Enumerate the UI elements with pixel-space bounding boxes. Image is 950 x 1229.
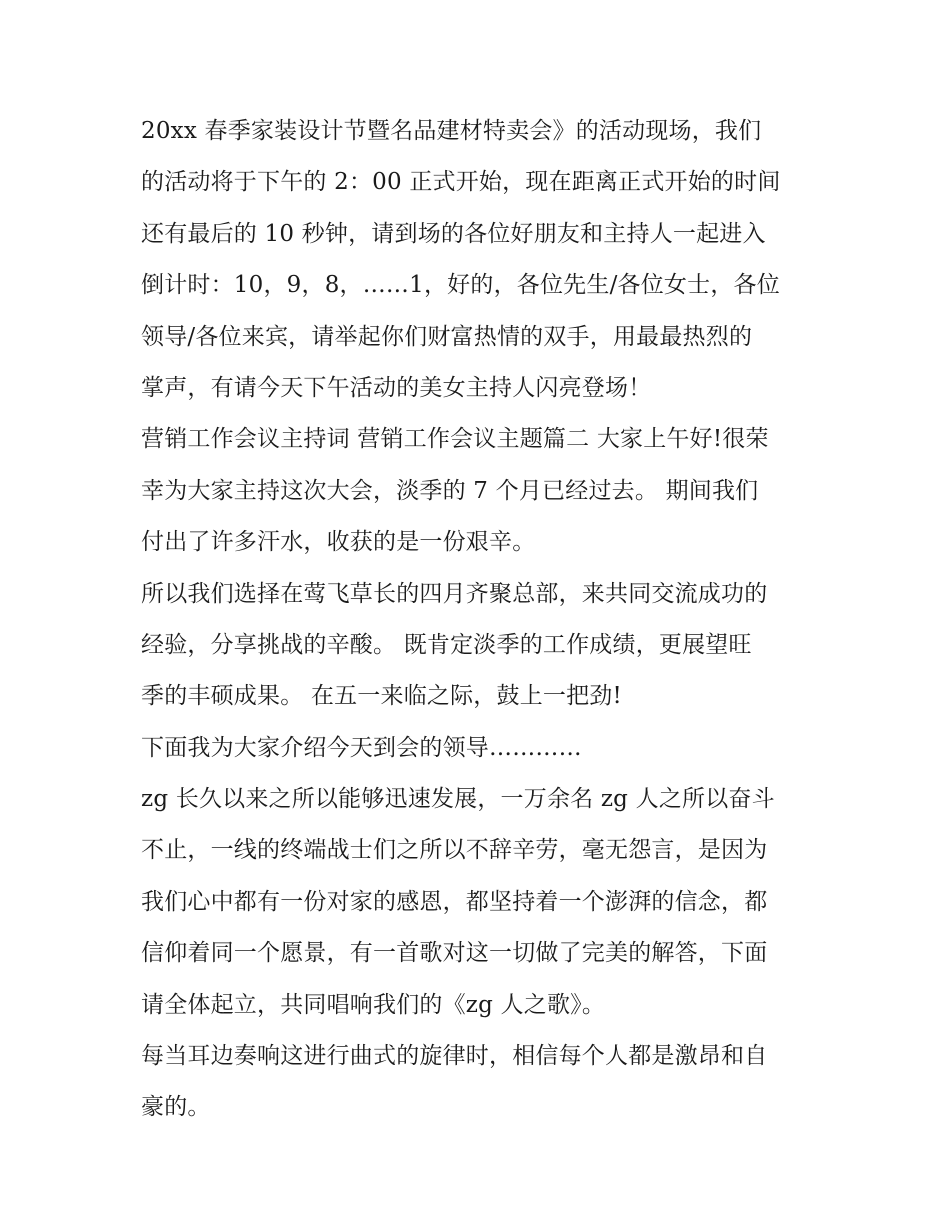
document-body: [141, 106, 813, 1134]
text-line: 付出了许多汗水，收获的是一份艰辛。: [141, 529, 536, 556]
text-line: 的活动将于下午的 2：00 正式开始，现在距离正式开始的时间: [141, 169, 781, 196]
paragraph-2: [141, 414, 813, 568]
text-line: zg 长久以来之所以能够迅速发展，一万余名 zg 人之所以奋斗: [141, 786, 775, 813]
text-line: 豪的。: [141, 1094, 211, 1121]
text-line: 20xx 春季家装设计节暨名品建材特卖会》的活动现场，我们: [141, 118, 762, 144]
text-line: 请全体起立，共同唱响我们的《zg 人之歌》。: [141, 991, 606, 1018]
paragraph-5: [141, 774, 813, 1031]
text-line: 幸为大家主持这次大会，淡季的 7 个月已经过去。 期间我们: [141, 477, 759, 504]
text-line: 领导/各位来宾，请举起你们财富热情的双手，用最最热烈的: [141, 323, 753, 350]
paragraph-6: [141, 1031, 813, 1134]
text-line: 每当耳边奏响这进行曲式的旋律时，相信每个人都是激昂和自: [141, 1043, 768, 1070]
text-line: 倒计时：10，9，8，……1，好的，各位先生/各位女士，各位: [141, 272, 780, 299]
paragraph-3: [141, 569, 813, 723]
text-line: 我们心中都有一份对家的感恩，都坚持着一个澎湃的信念，都: [141, 888, 768, 915]
text-line: 掌声，有请今天下午活动的美女主持人闪亮登场！: [141, 374, 652, 401]
paragraph-4: [141, 723, 813, 774]
text-line: 营销工作会议主持词 营销工作会议主题篇二 大家上午好!很荣: [141, 426, 769, 453]
text-line: 经验，分享挑战的辛酸。 既肯定淡季的工作成绩，更展望旺: [141, 631, 752, 658]
text-line: 不止，一线的终端战士们之所以不辞辛劳，毫无怨言，是因为: [141, 837, 768, 864]
text-line: 所以我们选择在莺飞草长的四月齐聚总部，来共同交流成功的: [141, 580, 768, 607]
text-line: 季的丰硕成果。 在五一来临之际，鼓上一把劲!: [141, 683, 622, 710]
paragraph-1: [141, 106, 813, 414]
text-line: 信仰着同一个愿景，有一首歌对这一切做了完美的解答，下面: [141, 940, 768, 967]
text-line: 下面我为大家介绍今天到会的领导…………: [141, 734, 582, 761]
text-line: 还有最后的 10 秒钟，请到场的各位好朋友和主持人一起进入: [141, 220, 766, 247]
